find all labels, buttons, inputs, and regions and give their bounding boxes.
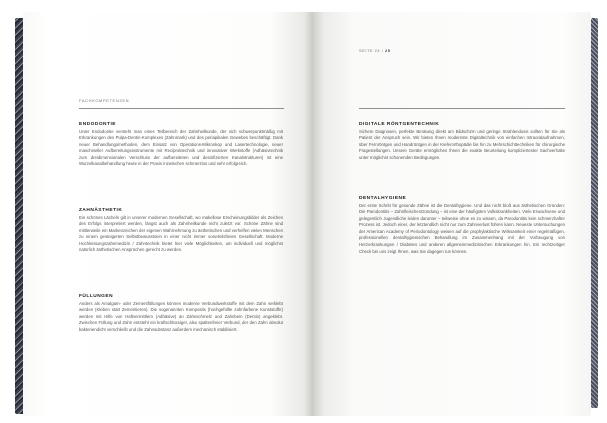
book-cover-edge-right bbox=[591, 18, 598, 408]
page-label: SEITE 24 bbox=[359, 48, 381, 53]
header-rule bbox=[359, 108, 565, 109]
section-heading: DIGITALE RÖNTGENTECHNIK bbox=[359, 122, 440, 127]
section-body: Ein schönes Lächeln gilt in unserer modernen Gesellschaft, wo makellose Erscheinungsbilder als Zeichen des Erfolgs interpretiert werden, längst auch als Zahnheilkunde nicht zuletzt vor. Schöne Zähne sind mittlerweile ein Markenzeichen der eigenen Wahrnehmung zu ästhetischen und verhelfen vielen Menschen zu einem gesteigerten Selbstbewusstsein in einer nicht immer vorurteilsfreien Gesellschaft. Moderne Hochleistungszahnmedizin / Zahntechnik bietet hier viele Möglichkeiten, um individuell und möglichst natürlich ästhetischen Ansprüchen gerecht zu werden. bbox=[79, 214, 283, 253]
section-body: Der erste Schritt für gesunde Zähne ist die Dentalhygiene. Und das nicht bloß aus ästhetischen Gründen: Die Parodontitis – Zahnfleischentzündung – ist eine der häufigsten Volkskrankheiten. Viele Erwachsene und gelegentlich Jugendliche leiden darunter – teilweise ohne es zu wissen, da Parodontitis kein schmerzhafter Prozess ist. Jedoch einer, der letztendlich nicht nur zum Zahnverlust führen kann. Neueste Untersuchungen der American Academy of Periodontology weisen auf die prophylaktische Wirksamkeit einer regelmäßigen, professionellen dentalhygienischen Behandlung im Zusammenhang mit der Vorbeugung von Herzerkrankungen / Diabetes und anderen allgemeinmedizinischen Erkrankungen hin. Ein rechtzeitiger Check bei uns zeigt Ihnen, was Sie dagegen tun können. bbox=[359, 202, 565, 254]
header-rule bbox=[79, 108, 284, 109]
section-heading: ENDODONTIE bbox=[79, 122, 116, 127]
section-dentalhygiene bbox=[359, 196, 565, 255]
section-fuellungen bbox=[79, 294, 283, 333]
section-heading: ZAHNÄSTHETIK bbox=[79, 208, 123, 213]
page-number: SEITE 24 / 25 bbox=[359, 48, 391, 53]
section-body: Anders als Amalgam- oder Zementfüllungen können moderne Verbundwerkstoffe mit dem Zahn verklebt werden (Kleben statt Zementieren). Die sogenannten Komposits (hochgefüllte zahnfarbene Kunststoffe) werden mit Hilfe von Haftvermittlern (Adhäsive) an Zahnschmelz und Zahnbein (Dentin) angeklebt. Zwischen Füllung und Zahn entsteht ein kraftschlüssiger, also spaltenfreier Verbund, der den Zahn absolut bakteriendicht verschließt und die Zahnsubstanz außerdem mechanisch stabilisiert. bbox=[79, 300, 283, 332]
page-number-value: 25 bbox=[385, 48, 391, 53]
chapter-label: FACHKOMPETENZEN bbox=[79, 98, 130, 103]
section-body: Unter Endodontie versteht man eines Teilbereich der Zahnheilkunde, der sich schwerpunktmäßig mit Erkrankungen des Pulpa-Dentin-Komplexes (Zahnmark) und des periapikalen Gewebes beschäftigt. Dank neuer Behandlungsmethoden, dem Einsatz von Operations-Mikroskop und Lasertechnologie, neuer maschineller Aufbereitungsinstrumente mit Reciproktechnik und innovativer Werkstoffe (Adhäsivtechnik zum dreidimensionalen Verschluss der aufbereiteten und desinfizierten Kanalstrukturen) ist eine Wurzelkanalbehandlung heute in der Praxis inzwischen schmerzlos und sehr erfolgreich. bbox=[79, 128, 283, 167]
section-digitale-roentgentechnik bbox=[359, 122, 565, 161]
section-body: Sichere Diagnosen, perfekte Beratung direkt am Bildschirm und geringe Strahlendosis sollten für Sie als Patient der Anspruch sein. Wir bieten Ihnen modernste Digitaltechnik von einfachen Intraoralaufnahmen, über Fernröntgen und Handröntgen in der Kieferorthopädie bis hin zu Mehrschichttechniken für chirurgische Fragestellungen. Unsere Geräte ermöglichen Ihnen die exakte Beurteilung kompliziertester Sachverhalte unter möglichst schonenden Bedingungen. bbox=[359, 128, 565, 160]
section-heading: DENTALHYGIENE bbox=[359, 196, 407, 201]
open-book bbox=[15, 12, 598, 416]
section-heading: FÜLLUNGEN bbox=[79, 294, 114, 299]
section-zahnaesthetik bbox=[79, 208, 283, 254]
left-page bbox=[23, 12, 313, 416]
section-endodontie bbox=[79, 122, 283, 168]
right-page bbox=[313, 12, 591, 416]
